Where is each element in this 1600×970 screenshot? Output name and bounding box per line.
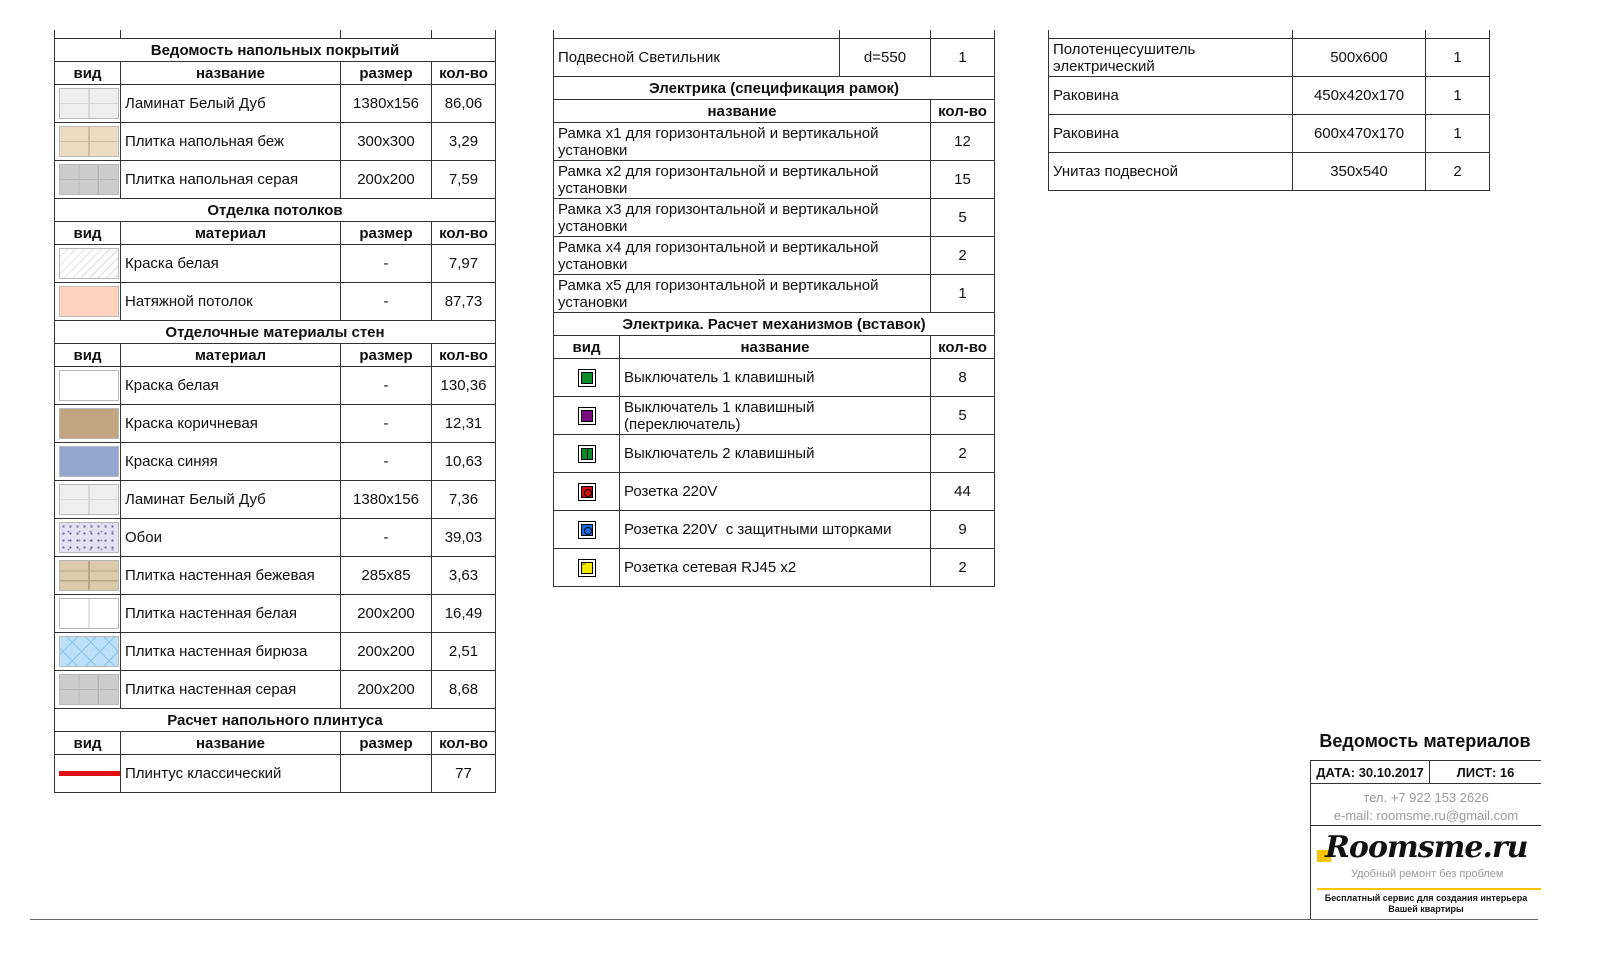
table-row: Плитка напольная серая 200x200 7,59 <box>55 161 496 199</box>
table-row: Натяжной потолок - 87,73 <box>55 283 496 321</box>
service-description: Бесплатный сервис для создания интерьера Вашей квартиры <box>1324 893 1528 914</box>
table-row: Ламинат Белый Дуб 1380x156 7,36 <box>55 481 496 519</box>
table-row: Рамка x2 для горизонтальной и вертикальной установки 15 <box>554 161 995 199</box>
table-row: Рамка x1 для горизонтальной и вертикальной установки 12 <box>554 123 995 161</box>
section-title-floor: Ведомость напольных покрытий <box>55 39 496 62</box>
paint-brown-swatch <box>59 408 119 439</box>
table-header: вид название размер кол-во <box>55 62 496 85</box>
table-row: Рамка x3 для горизонтальной и вертикальной установки 5 <box>554 199 995 237</box>
table-row: Краска белая - 130,36 <box>55 367 496 405</box>
table-row: Выключатель 2 клавишный 2 <box>554 435 995 473</box>
section-title-frames: Электрика (спецификация рамок) <box>554 77 995 100</box>
table-row: Краска синяя - 10,63 <box>55 443 496 481</box>
table-row: Плитка настенная бирюза 200x200 2,51 <box>55 633 496 671</box>
table-row: Плинтус классический 77 <box>55 755 496 793</box>
table-header: вид материал размер кол-во <box>55 222 496 245</box>
laminate-white-oak-swatch <box>59 88 119 119</box>
wall-tile-turquoise-swatch <box>59 636 119 667</box>
brand-name: Roomsme.ru <box>1325 830 1528 865</box>
table-row: Плитка настенная бежевая 285x85 3,63 <box>55 557 496 595</box>
table-row: Раковина 450x420x170 1 <box>1049 77 1490 115</box>
brand-logo <box>1311 826 1541 918</box>
socket-220v-shutters-icon <box>578 521 596 539</box>
table-row: Краска белая - 7,97 <box>55 245 496 283</box>
table-row: Раковина 600x470x170 1 <box>1049 115 1490 153</box>
table-row: Ламинат Белый Дуб 1380x156 86,06 <box>55 85 496 123</box>
left-materials-table <box>54 30 496 793</box>
floor-tile-beige-swatch <box>59 126 119 157</box>
stretch-ceiling-swatch <box>59 286 119 317</box>
table-header: вид название размер кол-во <box>55 732 496 755</box>
title-block <box>1310 760 1541 920</box>
switch-1-key-toggle-icon <box>578 407 596 425</box>
electrics-table <box>553 30 995 587</box>
table-row: Обои - 39,03 <box>55 519 496 557</box>
wallpaper-swatch <box>59 522 119 553</box>
table-row: Розетка 220V 44 <box>554 473 995 511</box>
section-title-ceiling: Отделка потолков <box>55 199 496 222</box>
section-title-walls: Отделочные материалы стен <box>55 321 496 344</box>
wall-tile-beige-swatch <box>59 560 119 591</box>
table-row: Плитка настенная белая 200x200 16,49 <box>55 595 496 633</box>
paint-white-swatch <box>59 370 119 401</box>
table-header: название кол-во <box>554 100 995 123</box>
table-row: Краска коричневая - 12,31 <box>55 405 496 443</box>
logo-divider <box>1317 888 1541 890</box>
table-row: Рамка x4 для горизонтальной и вертикальной установки 2 <box>554 237 995 275</box>
table-header: вид материал размер кол-во <box>55 344 496 367</box>
table-row: Плитка напольная беж 300x300 3,29 <box>55 123 496 161</box>
paint-blue-swatch <box>59 446 119 477</box>
contacts-block <box>1311 784 1541 826</box>
table-row: Выключатель 1 клавишный 8 <box>554 359 995 397</box>
section-title-baseboard: Расчет напольного плинтуса <box>55 709 496 732</box>
switch-2-key-icon <box>578 445 596 463</box>
table-row: Подвесной Светильник d=550 1 <box>554 39 995 77</box>
email-text: e-mail: roomsme.ru@gmail.com <box>1333 808 1519 823</box>
phone-text: тел. +7 922 153 2626 <box>1363 790 1489 805</box>
table-row: Унитаз подвесной 350x540 2 <box>1049 153 1490 191</box>
switch-1-key-icon <box>578 369 596 387</box>
wall-tile-grey-swatch <box>59 674 119 705</box>
table-row: Рамка x5 для горизонтальной и вертикальной установки 1 <box>554 275 995 313</box>
table-row: ▫▫ Розетка сетевая RJ45 x2 2 <box>554 549 995 587</box>
table-row: Розетка 220V с защитными шторками 9 <box>554 511 995 549</box>
brand-slogan: Удобный ремонт без проблем <box>1351 868 1504 880</box>
table-row: Выключатель 1 клавишный (переключатель) 5 <box>554 397 995 435</box>
paint-white-hatch-swatch <box>59 248 119 279</box>
title-block-info-row <box>1311 760 1541 784</box>
socket-220v-icon <box>578 483 596 501</box>
floor-tile-grey-swatch <box>59 164 119 195</box>
page-bottom-rule <box>30 919 1538 920</box>
plumbing-table <box>1048 30 1490 191</box>
socket-rj45-icon <box>578 559 596 577</box>
title-block-heading: Ведомость материалов <box>1319 731 1531 751</box>
laminate-white-oak-swatch <box>59 484 119 515</box>
sheet-number-label: ЛИСТ: 16 <box>1456 764 1515 780</box>
table-row: Полотенцесушитель электрический 500x600 1 <box>1049 39 1490 77</box>
baseboard-red-line-swatch <box>59 771 121 776</box>
table-row: Плитка настенная серая 200x200 8,68 <box>55 671 496 709</box>
date-label: ДАТА: 30.10.2017 <box>1311 761 1430 783</box>
table-header: вид название кол-во <box>554 336 995 359</box>
section-title-mechanisms: Электрика. Расчет механизмов (вставок) <box>554 313 995 336</box>
wall-tile-white-swatch <box>59 598 119 629</box>
